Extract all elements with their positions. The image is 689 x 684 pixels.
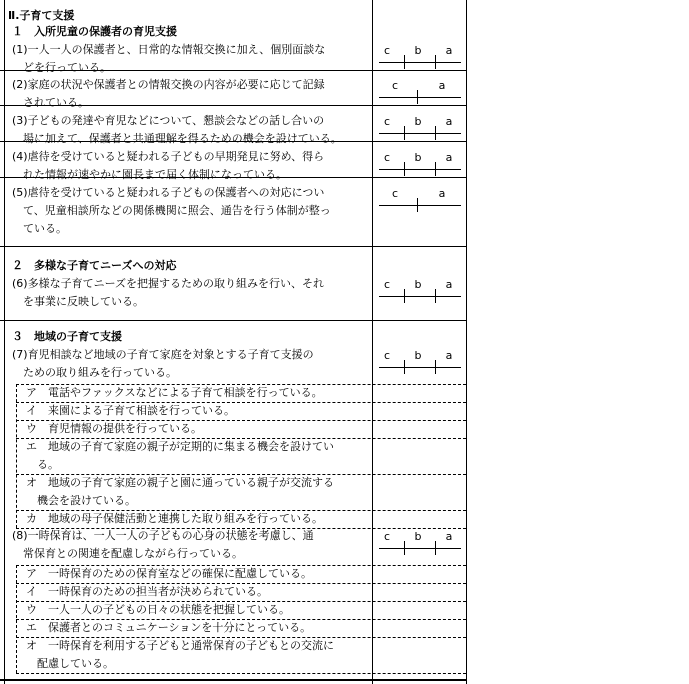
rating-scale-tick — [404, 289, 405, 303]
group-heading: ２ 多様な子育てニーズへの対応 — [12, 259, 177, 272]
rating-label-a: a — [438, 79, 446, 92]
rating-label-c: c — [383, 151, 391, 164]
rating-label-a: a — [445, 44, 453, 57]
rating-label-c: c — [383, 278, 391, 291]
sub-item-text: ア 一時保育のための保育室などの確保に配慮している。 — [26, 567, 312, 580]
sub-item-left-border — [16, 565, 17, 673]
rating-scale — [379, 531, 461, 549]
sub-item-text: カ 地域の母子保健活動と連携した取り組みを行っている。 — [26, 512, 323, 525]
sub-item-text: エ 保護者とのコミュニケーションを十分にとっている。 — [26, 621, 312, 634]
item-separator — [0, 246, 466, 247]
sub-item-text: ア 電話やファックスなどによる子育て相談を行っている。 — [26, 386, 323, 399]
item-text: (3)子どもの発達や育児などについて、懇談会などの話し合いの — [12, 114, 325, 127]
item-text: を事業に反映している。 — [12, 295, 144, 308]
rating-scale-tick — [417, 198, 418, 212]
sub-item-text: る。 — [26, 458, 59, 471]
rating-scale — [379, 350, 461, 368]
rating-label-a: a — [445, 278, 453, 291]
rating-label-c: c — [383, 530, 391, 543]
rating-label-c: c — [383, 115, 391, 128]
item-text: れた情報が速やかに園長まで届く体制になっている。 — [12, 168, 287, 181]
rating-label-a: a — [445, 349, 453, 362]
rating-scale-tick — [435, 541, 436, 555]
sub-item-text: オ 地域の子育て家庭の親子と園に通っている親子が交流する — [26, 476, 334, 489]
sub-item-text: イ 一時保育のための担当者が決められている。 — [26, 585, 268, 598]
item-text: されている。 — [12, 96, 89, 109]
rating-scale-line — [379, 133, 461, 134]
rating-scale-tick — [435, 162, 436, 176]
rating-scale — [379, 45, 461, 63]
rating-scale-line — [379, 97, 461, 98]
rating-scale-tick — [404, 541, 405, 555]
rating-scale-tick — [404, 162, 405, 176]
rating-label-b: b — [414, 44, 422, 57]
item-text: (5)虐待を受けていると疑われる子どもの保護者への対応につい — [12, 186, 325, 199]
rating-scale — [379, 279, 461, 297]
sub-item-text: ウ 一人一人の子どもの日々の状態を把握している。 — [26, 603, 290, 616]
rating-label-b: b — [414, 349, 422, 362]
sub-item-left-border — [16, 384, 17, 528]
rating-scale-tick — [404, 55, 405, 69]
rating-label-b: b — [414, 115, 422, 128]
rating-scale-tick — [435, 55, 436, 69]
rating-scale-tick — [404, 360, 405, 374]
sub-item-text: 機会を設けている。 — [26, 494, 136, 507]
item-text: ための取り組みを行っている。 — [12, 366, 177, 379]
rating-scale-tick — [435, 360, 436, 374]
column-border — [4, 0, 5, 684]
sub-item-text: イ 来園による子育て相談を行っている。 — [26, 404, 235, 417]
group-heading: ３ 地域の子育て支援 — [12, 330, 122, 343]
rating-scale — [379, 152, 461, 170]
sub-item-text: ウ 育児情報の提供を行っている。 — [26, 422, 202, 435]
rating-scale-line — [379, 367, 461, 368]
rating-scale — [379, 188, 461, 206]
rating-scale-tick — [404, 126, 405, 140]
rating-label-c: c — [391, 79, 399, 92]
rating-scale-line — [379, 205, 461, 206]
rating-scale-line — [379, 169, 461, 170]
column-border — [466, 0, 467, 684]
rating-scale-tick — [435, 126, 436, 140]
rating-scale-tick — [435, 289, 436, 303]
rating-scale-line — [379, 62, 461, 63]
item-text: 場に加えて、保護者と共通理解を得るための機会を設けている。 — [12, 132, 342, 145]
column-border — [372, 0, 373, 684]
rating-label-c: c — [383, 44, 391, 57]
item-text: ている。 — [12, 222, 67, 235]
table-bottom-border — [0, 679, 466, 681]
sub-item-text: オ 一時保育を利用する子どもと通常保育の子どもとの交流に — [26, 639, 334, 652]
item-text: 常保育との関連を配慮しながら行っている。 — [12, 547, 243, 560]
section-title: Ⅱ.子育て支援 — [8, 9, 75, 22]
item-text: (7)育児相談など地域の子育て家庭を対象とする子育て支援の — [12, 348, 314, 361]
rating-label-a: a — [445, 530, 453, 543]
rating-label-a: a — [445, 115, 453, 128]
sub-item-text: エ 地域の子育て家庭の親子が定期的に集まる機会を設けてい — [26, 440, 334, 453]
sub-item-text: 配慮している。 — [26, 657, 114, 670]
item-separator — [0, 320, 466, 321]
item-text: (6)多様な子育てニーズを把握するための取り組みを行い、それ — [12, 277, 325, 290]
rating-scale — [379, 80, 461, 98]
rating-scale-line — [379, 548, 461, 549]
item-text: て、児童相談所などの関係機関に照会、通告を行う体制が整っ — [12, 204, 331, 217]
item-text: (8)一時保育は、一人一人の子どもの心身の状態を考慮し、通 — [12, 529, 314, 542]
rating-label-a: a — [438, 187, 446, 200]
item-text: どを行っている。 — [12, 61, 111, 74]
rating-label-b: b — [414, 278, 422, 291]
rating-label-a: a — [445, 151, 453, 164]
item-text: (4)虐待を受けていると疑われる子どもの早期発見に努め、得ら — [12, 150, 325, 163]
rating-scale-line — [379, 296, 461, 297]
sub-item-separator — [16, 673, 466, 674]
group-heading: １ 入所児童の保護者の育児支援 — [12, 25, 177, 38]
rating-label-c: c — [391, 187, 399, 200]
item-text: (2)家庭の状況や保護者との情報交換の内容が必要に応じて記録 — [12, 78, 325, 91]
rating-label-c: c — [383, 349, 391, 362]
item-text: (1)一人一人の保護者と、日常的な情報交換に加え、個別面談な — [12, 43, 326, 56]
rating-label-b: b — [414, 151, 422, 164]
rating-scale — [379, 116, 461, 134]
rating-label-b: b — [414, 530, 422, 543]
rating-scale-tick — [417, 90, 418, 104]
